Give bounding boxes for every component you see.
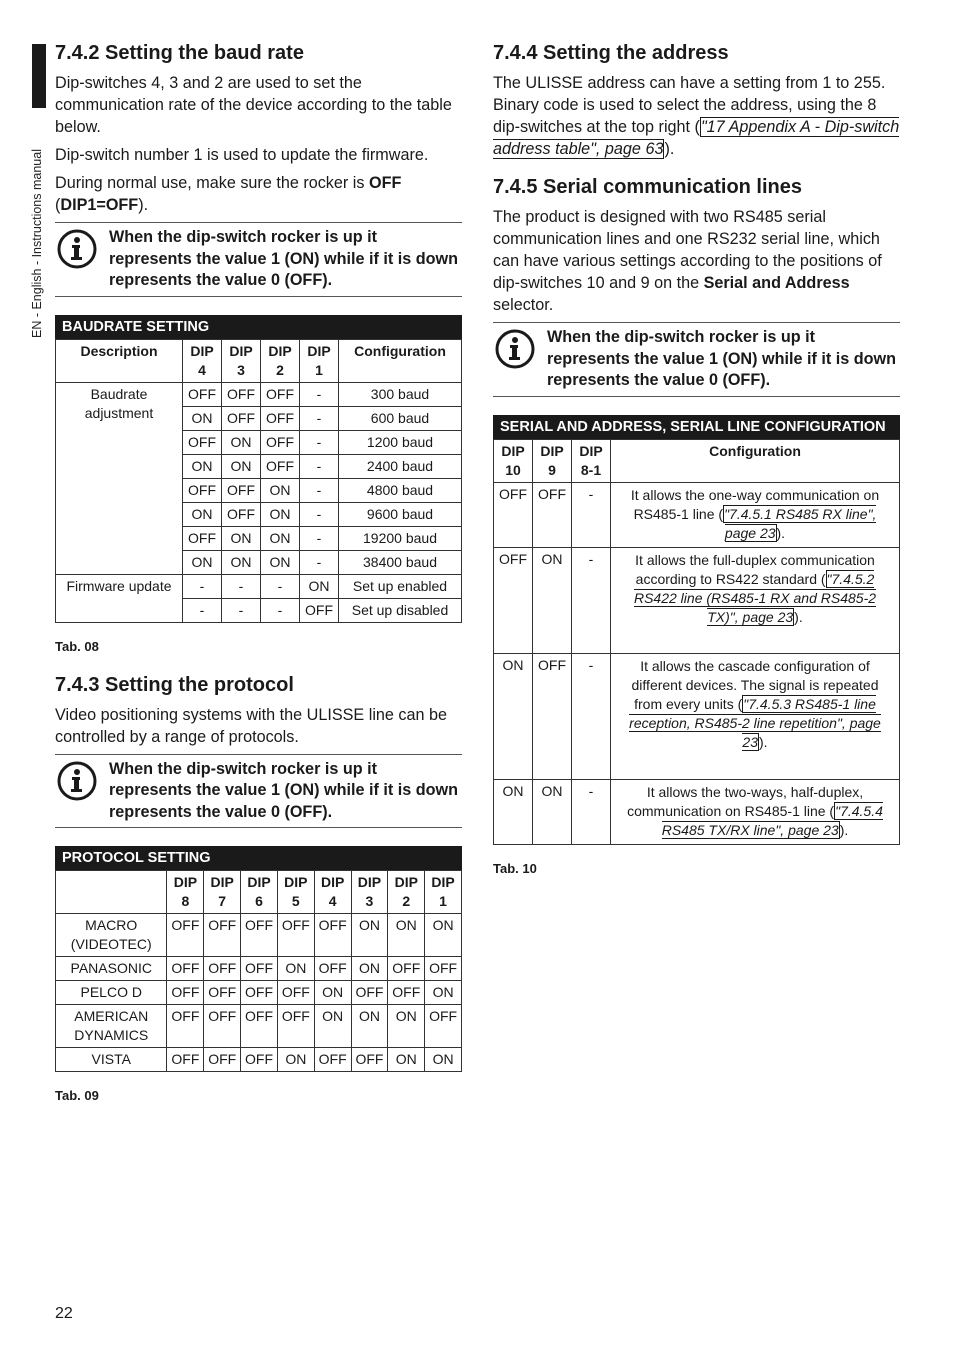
table-cell: OFF [277, 1005, 314, 1048]
baud-p2: Dip-switch number 1 is used to update the firmware. [55, 146, 429, 164]
table-cell: - [261, 574, 300, 598]
table-cell: ON [261, 526, 300, 550]
table-cell: OFF [204, 957, 241, 981]
table-cell: OFF [261, 454, 300, 478]
baud-p1: Dip-switches 4, 3 and 2 are used to set the communication rate of the device according to the table below. [55, 74, 452, 136]
table-cell: ON [425, 981, 462, 1005]
table-cell: ON [183, 406, 222, 430]
table-cell: ON [183, 454, 222, 478]
serial-p1: The product is designed with two RS485 serial communication lines and one RS232 serial line, which can have various settings according to the positions of dip-switches 10 and 9 on the Serial and Address selector. [493, 208, 882, 314]
baud-group-cell: Firmware update [56, 574, 183, 622]
protocol-p1: Video positioning systems with the ULISSE line can be controlled by a range of protocols. [55, 705, 448, 746]
table-row [494, 547, 900, 653]
sidebar-label: EN - English - Instructions manual [30, 149, 44, 338]
table-row [56, 382, 462, 406]
table-cell: OFF [204, 981, 241, 1005]
table-cell: Set up enabled [339, 574, 462, 598]
info-icon [495, 329, 535, 369]
table-cell: - [300, 550, 339, 574]
table-cell: ON [222, 550, 261, 574]
table-cell: ON [351, 914, 388, 957]
baud-caption: Tab. 08 [55, 638, 99, 654]
config-text: It allows the cascade configuration of different devices. The signal is repeated from every units ( [631, 657, 879, 712]
table-cell: - [300, 526, 339, 550]
serial-header: DIP 8-1 [572, 439, 611, 482]
table-cell: PELCO D [56, 981, 167, 1005]
table-cell: ON [222, 454, 261, 478]
protocol-header [56, 871, 167, 914]
table-row [56, 1048, 462, 1072]
table-cell: OFF [167, 1048, 204, 1072]
address-title: 7.4.4 Setting the address [493, 42, 729, 64]
table-cell: ON [351, 1005, 388, 1048]
table-cell: - [300, 430, 339, 454]
table-cell: ON [261, 478, 300, 502]
baud-header: DIP 4 [183, 339, 222, 382]
baud-header: Description [56, 339, 183, 382]
table-cell: AMERICAN DYNAMICS [56, 1005, 167, 1048]
table-cell: ON [533, 779, 572, 844]
table-cell: 300 baud [339, 382, 462, 406]
table-cell: ON [277, 957, 314, 981]
baud-header: Configuration [339, 339, 462, 382]
table-cell: Set up disabled [339, 598, 462, 622]
protocol-title: 7.4.3 Setting the protocol [55, 673, 294, 696]
serial-header: DIP 9 [533, 439, 572, 482]
table-cell: - [572, 653, 611, 779]
table-cell: - [300, 502, 339, 526]
baud-p3: During normal use, make sure the rocker is OFF (DIP1=OFF). [55, 174, 402, 214]
config-text-end: ). [794, 608, 803, 625]
serial-title: 7.4.5 Serial communication lines [493, 176, 803, 198]
serial-note [493, 322, 900, 397]
table-cell: 2400 baud [339, 454, 462, 478]
config-cell [611, 653, 900, 779]
table-cell: MACRO (VIDEOTEC) [56, 914, 167, 957]
table-cell: OFF [277, 981, 314, 1005]
table-cell: ON [494, 779, 533, 844]
table-cell: ON [314, 1005, 351, 1048]
protocol-header: DIP 6 [241, 871, 278, 914]
table-cell: OFF [314, 1048, 351, 1072]
table-cell: VISTA [56, 1048, 167, 1072]
protocol-table-title: PROTOCOL SETTING [55, 846, 462, 870]
baud-table [55, 339, 462, 623]
table-cell: OFF [314, 957, 351, 981]
table-cell: OFF [425, 1005, 462, 1048]
table-cell: OFF [204, 1005, 241, 1048]
config-text: It allows the one-way communication on RS485-1 line ( [630, 486, 880, 522]
table-cell: - [222, 598, 261, 622]
table-cell: OFF [425, 957, 462, 981]
protocol-header: DIP 4 [314, 871, 351, 914]
table-cell: OFF [204, 914, 241, 957]
table-cell: OFF [351, 1048, 388, 1072]
table-cell: - [183, 598, 222, 622]
table-cell: 4800 baud [339, 478, 462, 502]
table-cell: OFF [222, 502, 261, 526]
table-cell: OFF [533, 653, 572, 779]
table-cell: ON [222, 430, 261, 454]
config-text: It allows the two-ways, half-duplex, communication on RS485-1 line ( [627, 783, 864, 819]
serial-header: DIP 10 [494, 439, 533, 482]
table-cell: OFF [261, 406, 300, 430]
left-column [55, 40, 462, 1121]
sidebar-marker [32, 44, 46, 108]
table-cell: ON [425, 914, 462, 957]
table-cell: OFF [167, 957, 204, 981]
baud-note-text: When the dip-switch rocker is up it represents the value 1 (ON) while if it is down represents the value 0 (OFF). [109, 228, 459, 289]
table-cell: - [300, 382, 339, 406]
table-row [56, 957, 462, 981]
protocol-header: DIP 5 [277, 871, 314, 914]
table-cell: - [222, 574, 261, 598]
table-cell: OFF [167, 914, 204, 957]
table-cell: OFF [183, 478, 222, 502]
table-cell: ON [533, 547, 572, 653]
table-cell: OFF [183, 430, 222, 454]
table-cell: OFF [183, 526, 222, 550]
config-cell [611, 482, 900, 547]
baud-group-cell: Baudrate adjustment [56, 382, 183, 574]
table-cell: ON [300, 574, 339, 598]
table-cell: OFF [241, 1005, 278, 1048]
protocol-caption: Tab. 09 [55, 1088, 99, 1103]
table-row [56, 914, 462, 957]
table-cell: ON [494, 653, 533, 779]
baud-header: DIP 3 [222, 339, 261, 382]
config-cell [611, 547, 900, 653]
protocol-header: DIP 3 [351, 871, 388, 914]
protocol-header: DIP 2 [388, 871, 425, 914]
table-cell: ON [425, 1048, 462, 1072]
config-link[interactable]: "7.4.5.1 RS485 RX line", page 23 [724, 505, 877, 541]
table-cell: OFF [261, 430, 300, 454]
table-cell: - [572, 547, 611, 653]
protocol-note-text: When the dip-switch rocker is up it represents the value 1 (ON) while if it is down represents the value 0 (OFF). [109, 759, 459, 821]
table-row [56, 981, 462, 1005]
table-cell: OFF [494, 547, 533, 653]
table-cell: ON [183, 550, 222, 574]
table-row [56, 574, 462, 598]
table-cell: ON [261, 502, 300, 526]
table-cell: OFF [241, 957, 278, 981]
address-link[interactable]: "17 Appendix A - Dip-switch address table", page 63 [493, 118, 900, 158]
config-text: It allows the full-duplex communication according to RS422 standard ( [635, 551, 875, 587]
table-cell: 600 baud [339, 406, 462, 430]
table-cell: OFF [167, 981, 204, 1005]
table-cell: ON [261, 550, 300, 574]
table-cell: OFF [222, 382, 261, 406]
config-text-end: ). [759, 733, 768, 750]
serial-caption: Tab. 10 [493, 860, 537, 876]
serial-header: Configuration [611, 439, 900, 482]
baud-header: DIP 2 [261, 339, 300, 382]
table-cell: OFF [388, 981, 425, 1005]
table-cell: OFF [277, 914, 314, 957]
table-cell: OFF [241, 1048, 278, 1072]
baud-note [55, 222, 462, 297]
table-cell: OFF [533, 482, 572, 547]
baud-table-title: BAUDRATE SETTING [55, 315, 462, 339]
table-row [494, 482, 900, 547]
table-cell: OFF [204, 1048, 241, 1072]
table-cell: OFF [222, 406, 261, 430]
table-cell: OFF [167, 1005, 204, 1048]
right-column [493, 40, 900, 894]
serial-table-title: SERIAL AND ADDRESS, SERIAL LINE CONFIGURATION [493, 415, 900, 439]
table-cell: ON [314, 981, 351, 1005]
protocol-header: DIP 8 [167, 871, 204, 914]
table-cell: - [183, 574, 222, 598]
table-cell: 19200 baud [339, 526, 462, 550]
table-cell: OFF [314, 914, 351, 957]
protocol-header: DIP 7 [204, 871, 241, 914]
table-cell: ON [388, 1048, 425, 1072]
table-cell: - [572, 482, 611, 547]
protocol-note [55, 754, 462, 829]
table-cell: OFF [261, 382, 300, 406]
table-cell: ON [351, 957, 388, 981]
table-cell: - [572, 779, 611, 844]
protocol-table [55, 870, 462, 1072]
table-cell: OFF [241, 981, 278, 1005]
table-cell: PANASONIC [56, 957, 167, 981]
table-cell: ON [222, 526, 261, 550]
serial-table [493, 439, 900, 845]
table-cell: OFF [351, 981, 388, 1005]
table-cell: OFF [388, 957, 425, 981]
table-cell: 38400 baud [339, 550, 462, 574]
table-cell: 9600 baud [339, 502, 462, 526]
config-link[interactable]: "7.4.5.2 RS422 line (RS485-1 RX and RS485-2 TX)", page 23 [633, 570, 877, 625]
table-cell: ON [277, 1048, 314, 1072]
address-p1: The ULISSE address can have a setting from 1 to 255. Binary code is used to select the address, using the 8 dip-switches at the top right ("17 Appendix A - Dip-switch address table", page 63). [493, 74, 900, 158]
config-link[interactable]: "7.4.5.4 RS485 TX/RX line", page 23 [661, 802, 883, 838]
table-cell: OFF [183, 382, 222, 406]
config-cell [611, 779, 900, 844]
table-cell: - [261, 598, 300, 622]
table-cell: 1200 baud [339, 430, 462, 454]
table-row [494, 653, 900, 779]
config-link[interactable]: "7.4.5.3 RS485-1 line reception, RS485-2 line repetition", page 23 [629, 695, 881, 750]
info-icon [57, 761, 97, 801]
table-cell: OFF [222, 478, 261, 502]
table-cell: - [300, 406, 339, 430]
config-text-end: ). [776, 524, 786, 541]
baud-header: DIP 1 [300, 339, 339, 382]
table-cell: OFF [300, 598, 339, 622]
table-cell: - [300, 454, 339, 478]
table-row [494, 779, 900, 844]
table-cell: ON [388, 1005, 425, 1048]
protocol-header: DIP 1 [425, 871, 462, 914]
table-cell: OFF [494, 482, 533, 547]
table-cell: ON [183, 502, 222, 526]
config-text-end: ). [839, 821, 849, 838]
table-cell: - [300, 478, 339, 502]
table-row [56, 1005, 462, 1048]
serial-note-text: When the dip-switch rocker is up it represents the value 1 (ON) while if it is down represents the value 0 (OFF). [547, 328, 897, 389]
info-icon [57, 229, 97, 269]
table-cell: OFF [241, 914, 278, 957]
page-number: 22 [55, 1305, 73, 1322]
baud-title: 7.4.2 Setting the baud rate [55, 42, 304, 64]
table-cell: ON [388, 914, 425, 957]
